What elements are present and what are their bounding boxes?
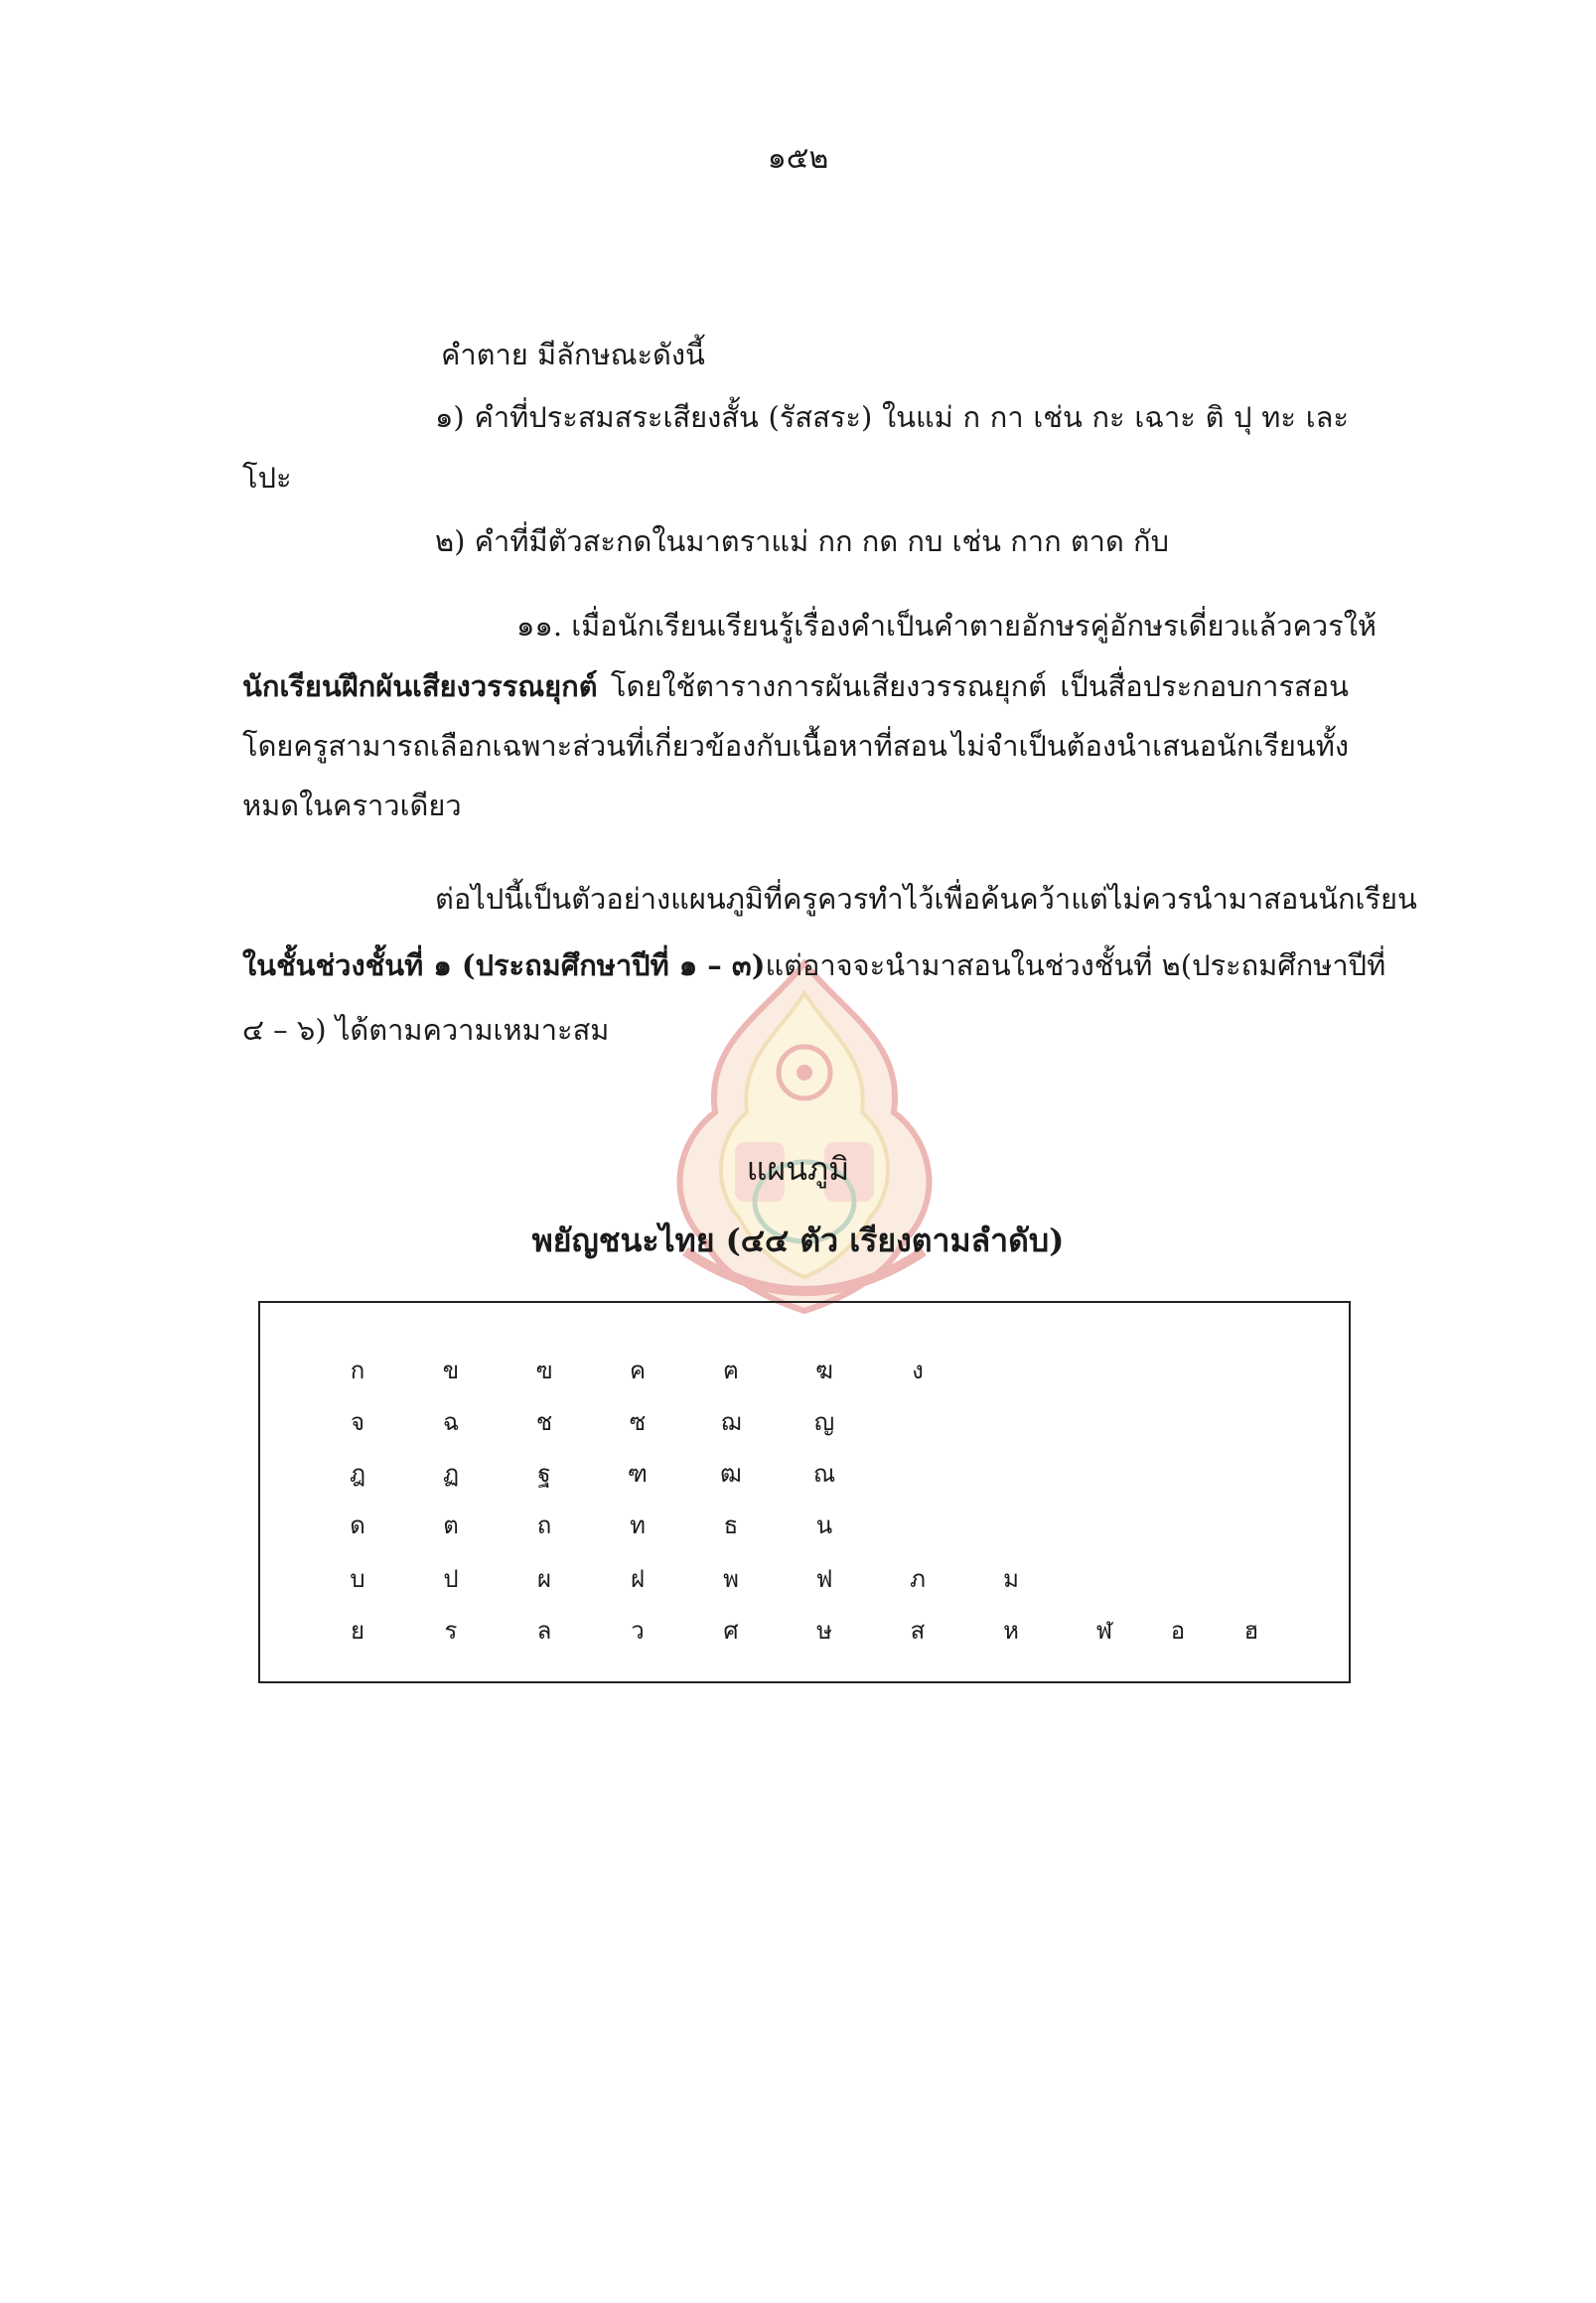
text-segment: แต่ไม่ควรนำมาสอนนักเรียน: [1071, 882, 1417, 916]
consonant-chart-box: [258, 1301, 1351, 1683]
text-segment: ๑๑. เมื่อนักเรียนเรียนรู้เรื่อง: [516, 609, 851, 643]
text-segment: อักษรเดี่ยว: [1109, 609, 1240, 643]
item-11-line-3: [242, 731, 1349, 761]
consonant-letter: พ: [723, 1565, 739, 1593]
text-segment: ในชั้นช่วงชั้นที่ ๑ (ประถมศึกษาปีที่ ๑ – ๓): [242, 948, 766, 982]
consonant-letter: ธ: [723, 1511, 739, 1539]
consonant-letter: บ: [350, 1565, 365, 1593]
text-segment: แต่อาจจะนำมาสอนในช่วงชั้นที่ ๒: [765, 948, 1181, 982]
consonant-letter: ค: [629, 1357, 647, 1384]
text-segment: โดยใช้ตารางการผันเสียงวรรณยุกต์: [610, 669, 1048, 703]
text-segment: คำตาย: [934, 609, 1021, 643]
text-segment: ไม่จำเป็นต้องนำเสนอนักเรียนทั้ง: [951, 729, 1349, 763]
text-segment: ปุ: [1233, 400, 1252, 434]
text-segment: (ประถมศึกษาปีที่: [1180, 948, 1386, 982]
text-segment: แล้วควรให้: [1239, 609, 1378, 643]
consonant-letter: ก: [350, 1357, 365, 1384]
consonant-letter: ฮ: [1243, 1617, 1259, 1645]
chart-intro-line-1: [435, 882, 1417, 916]
item-11-line-4: หมดในคราวเดียว: [242, 789, 462, 822]
consonant-letter: น: [815, 1511, 833, 1539]
consonant-letter: ด: [350, 1511, 365, 1539]
item-11-line-2: [242, 671, 1349, 701]
text-segment: กา: [989, 400, 1024, 434]
consonant-letter: ฎ: [349, 1460, 366, 1488]
text-segment: ๑): [435, 400, 465, 434]
consonant-letter: ช: [535, 1408, 553, 1436]
consonant-letter: ฑ: [628, 1460, 648, 1488]
dead-word-item-1: [435, 402, 1349, 432]
consonant-letter: ว: [631, 1617, 645, 1645]
text-segment: ในแม่: [881, 400, 953, 434]
consonant-letter: ฃ: [535, 1357, 553, 1384]
text-segment: เช่น: [1033, 400, 1083, 434]
text-segment: เฉาะ: [1134, 400, 1196, 434]
text-segment: เป็นสื่อประกอบการสอน: [1060, 669, 1349, 703]
consonant-letter: ศ: [723, 1617, 739, 1645]
text-segment: อักษรคู่: [1020, 609, 1110, 643]
consonant-letter: ฏ: [442, 1460, 460, 1488]
consonant-letter: ฆ: [815, 1357, 833, 1384]
consonant-letter: ณ: [812, 1460, 836, 1488]
consonant-letter: จ: [350, 1408, 365, 1436]
text-segment: คำที่ประสมสระเสียงสั้น: [474, 400, 759, 434]
text-segment: โดยครูสามารถเลือกเฉพาะส่วนที่เกี่ยวข้องกับเนื้อหาที่สอน: [242, 729, 947, 763]
chart-title: พยัญชนะไทย (๔๔ ตัว เรียงตามลำดับ): [531, 1222, 1065, 1259]
text-segment: ต่อไปนี้เป็นตัวอย่างแผนภูมิที่ครูควรทำไว้เพื่อค้นคว้า: [435, 882, 1072, 916]
consonant-letter: ภ: [910, 1565, 926, 1593]
text-segment: ก: [962, 400, 981, 434]
text-segment: ทะ: [1261, 400, 1296, 434]
chart-intro-line-3: ๔ – ๖) ได้ตามความเหมาะสม: [242, 1013, 610, 1047]
consonant-letter: ฅ: [722, 1357, 740, 1384]
consonant-letter: ม: [1003, 1565, 1019, 1593]
consonant-letter: ข: [442, 1357, 460, 1384]
chart-intro-line-2: [242, 948, 1386, 982]
consonant-letter: ฌ: [720, 1408, 742, 1436]
consonant-letter: ถ: [536, 1511, 552, 1539]
consonant-letter: ล: [536, 1617, 552, 1645]
text-segment: ติ: [1205, 400, 1225, 434]
dead-word-heading: คำตาย มีลักษณะดังนี้: [441, 338, 705, 371]
consonant-letter: ฝ: [630, 1565, 646, 1593]
text-segment: เละ: [1305, 400, 1349, 434]
text-segment: (รัสสระ): [768, 400, 873, 434]
consonant-letter: ญ: [813, 1408, 835, 1436]
consonant-letter: ท: [630, 1511, 646, 1539]
text-segment: นักเรียนฝึกผันเสียงวรรณยุกต์: [242, 669, 598, 703]
consonant-letter: ฐ: [537, 1460, 551, 1488]
consonant-letter: ฬ: [1095, 1617, 1113, 1645]
item-11-line-1: [516, 609, 1378, 643]
consonant-letter: ฒ: [720, 1460, 742, 1488]
consonant-letter: ผ: [536, 1565, 552, 1593]
consonant-letter: อ: [1170, 1617, 1186, 1645]
dead-word-item-1-continued: โปะ: [242, 461, 292, 495]
consonant-letter: ง: [912, 1357, 924, 1384]
consonant-letter: ร: [444, 1617, 458, 1645]
consonant-letter: ษ: [816, 1617, 832, 1645]
consonant-letter: ห: [1003, 1617, 1019, 1645]
consonant-letter: ฟ: [815, 1565, 833, 1593]
chart-heading: แผนภูมิ: [746, 1150, 850, 1188]
page-number: ๑๕๒: [767, 141, 829, 176]
consonant-letter: ซ: [629, 1408, 647, 1436]
consonant-letter: ย: [350, 1617, 365, 1645]
consonant-letter: ฉ: [442, 1408, 460, 1436]
dead-word-item-2: ๒) คำที่มีตัวสะกดในมาตราแม่ กก กด กบ เช่น กาก ตาด กับ: [435, 524, 1169, 558]
consonant-letter: ต: [443, 1511, 459, 1539]
text-segment: คำเป็น: [850, 609, 935, 643]
consonant-letter: ป: [443, 1565, 459, 1593]
text-segment: กะ: [1091, 400, 1125, 434]
consonant-letter: ส: [910, 1617, 926, 1645]
